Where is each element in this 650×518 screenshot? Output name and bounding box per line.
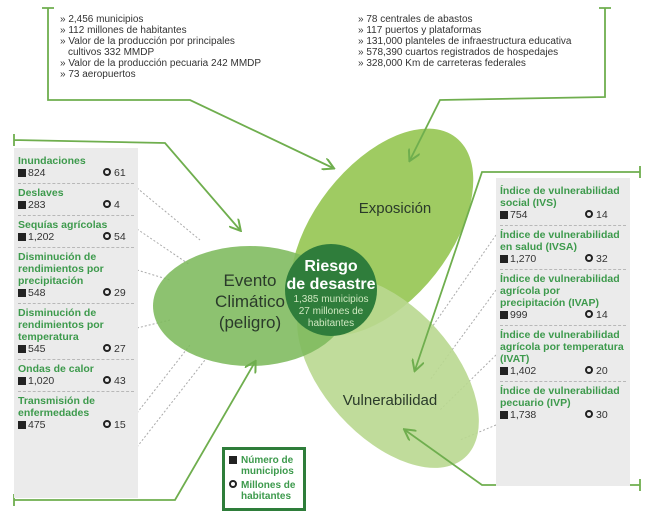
list-item bbox=[18, 360, 134, 392]
item-title: Deslaves bbox=[18, 187, 64, 199]
square-icon bbox=[500, 255, 508, 263]
municipios-value: 475 bbox=[28, 419, 46, 431]
exposure-list-left bbox=[60, 14, 270, 80]
square-icon bbox=[18, 289, 26, 297]
riesgo-label bbox=[285, 258, 377, 330]
habitantes-value: 14 bbox=[596, 309, 608, 321]
municipios-value: 754 bbox=[510, 209, 528, 221]
square-icon bbox=[500, 367, 508, 375]
square-icon bbox=[18, 233, 26, 241]
list-item bbox=[18, 304, 134, 360]
item-title: Disminución de rendimientos por precipitación bbox=[18, 251, 104, 287]
square-icon bbox=[500, 311, 508, 319]
municipios-value: 283 bbox=[28, 199, 46, 211]
legend bbox=[222, 447, 306, 511]
list-item: » 578,390 cuartos registrados de hospedajes bbox=[358, 47, 608, 58]
list-item bbox=[500, 382, 626, 425]
square-icon bbox=[18, 201, 26, 209]
habitantes-value: 54 bbox=[114, 231, 126, 243]
list-item: » 2,456 municipios bbox=[60, 14, 270, 25]
list-item bbox=[18, 216, 134, 248]
habitantes-value: 14 bbox=[596, 209, 608, 221]
vulnerabilidad-label: Vulnerabilidad bbox=[342, 392, 438, 409]
list-item: » 73 aeropuertos bbox=[60, 69, 270, 80]
habitantes-value: 27 bbox=[114, 343, 126, 355]
circle-icon bbox=[103, 420, 111, 428]
legend-municipios: Número de municipios bbox=[241, 455, 294, 477]
municipios-value: 1,738 bbox=[510, 409, 537, 421]
list-item: » 112 millones de habitantes bbox=[60, 25, 270, 36]
riesgo-sub: 27 millones de bbox=[298, 306, 364, 317]
habitantes-value: 30 bbox=[596, 409, 608, 421]
vulnerability-panel bbox=[496, 178, 630, 486]
item-title: Índice de vulnerabilidad en salud (IVSA) bbox=[500, 229, 620, 253]
municipios-value: 1,020 bbox=[28, 375, 55, 387]
habitantes-value: 4 bbox=[114, 199, 120, 211]
habitantes-value: 29 bbox=[114, 287, 126, 299]
exposure-list-right bbox=[358, 14, 608, 69]
municipios-value: 999 bbox=[510, 309, 528, 321]
habitantes-value: 20 bbox=[596, 365, 608, 377]
riesgo-title: de desastre bbox=[286, 276, 376, 293]
list-item: » 78 centrales de abastos bbox=[358, 14, 608, 25]
hazard-panel bbox=[14, 148, 138, 498]
list-item: » Valor de la producción por principales cultivos 332 MMDP bbox=[60, 36, 270, 58]
evento-line: (peligro) bbox=[218, 313, 282, 332]
list-item: » 117 puertos y plataformas bbox=[358, 25, 608, 36]
municipios-value: 1,270 bbox=[510, 253, 537, 265]
circle-icon bbox=[103, 200, 111, 208]
square-icon bbox=[18, 345, 26, 353]
circle-icon bbox=[103, 168, 111, 176]
list-item bbox=[18, 184, 134, 216]
municipios-value: 1,402 bbox=[510, 365, 537, 377]
item-title: Índice de vulnerabilidad agrícola por precipitación (IVAP) bbox=[500, 273, 620, 309]
habitantes-value: 32 bbox=[596, 253, 608, 265]
circle-icon bbox=[103, 232, 111, 240]
circle-icon bbox=[103, 344, 111, 352]
habitantes-value: 43 bbox=[114, 375, 126, 387]
square-icon bbox=[229, 456, 237, 464]
riesgo-title: Riesgo bbox=[304, 258, 358, 275]
item-title: Índice de vulnerabilidad agrícola por temperatura (IVAT) bbox=[500, 329, 624, 365]
municipios-value: 1,202 bbox=[28, 231, 55, 243]
list-item bbox=[18, 248, 134, 304]
list-item: » Valor de la producción pecuaria 242 MMDP bbox=[60, 58, 270, 69]
square-icon bbox=[18, 421, 26, 429]
list-item bbox=[500, 182, 626, 226]
riesgo-sub: habitantes bbox=[307, 318, 355, 329]
circle-icon bbox=[103, 288, 111, 296]
list-item bbox=[18, 152, 134, 184]
circle-icon bbox=[585, 254, 593, 262]
circle-icon bbox=[585, 366, 593, 374]
item-title: Sequías agrícolas bbox=[18, 219, 108, 231]
list-item bbox=[500, 326, 626, 382]
item-title: Transmisión de enfermedades bbox=[18, 395, 96, 419]
item-title: Ondas de calor bbox=[18, 363, 94, 375]
list-item: » 328,000 Km de carreteras federales bbox=[358, 58, 608, 69]
habitantes-value: 15 bbox=[114, 419, 126, 431]
circle-icon bbox=[229, 480, 237, 488]
circle-icon bbox=[585, 210, 593, 218]
list-item: » 131,000 planteles de infraestructura educativa bbox=[358, 36, 608, 47]
exposicion-label: Exposición bbox=[358, 200, 432, 217]
municipios-value: 548 bbox=[28, 287, 46, 299]
square-icon bbox=[500, 211, 508, 219]
riesgo-sub: 1,385 municipios bbox=[293, 294, 369, 305]
list-item bbox=[18, 392, 134, 435]
list-item bbox=[500, 270, 626, 326]
circle-icon bbox=[585, 410, 593, 418]
evento-line: Evento bbox=[223, 271, 277, 290]
habitantes-value: 61 bbox=[114, 167, 126, 179]
item-title: Inundaciones bbox=[18, 155, 86, 167]
list-item bbox=[500, 226, 626, 270]
legend-habitantes: Millones de habitantes bbox=[241, 480, 296, 502]
circle-icon bbox=[585, 310, 593, 318]
square-icon bbox=[500, 411, 508, 419]
item-title: Disminución de rendimientos por temperatura bbox=[18, 307, 104, 343]
square-icon bbox=[18, 377, 26, 385]
municipios-value: 824 bbox=[28, 167, 46, 179]
square-icon bbox=[18, 169, 26, 177]
circle-icon bbox=[103, 376, 111, 384]
evento-line: Climático bbox=[215, 292, 285, 311]
item-title: Índice de vulnerabilidad pecuario (IVP) bbox=[500, 385, 620, 409]
municipios-value: 545 bbox=[28, 343, 46, 355]
item-title: Índice de vulnerabilidad social (IVS) bbox=[500, 185, 620, 209]
